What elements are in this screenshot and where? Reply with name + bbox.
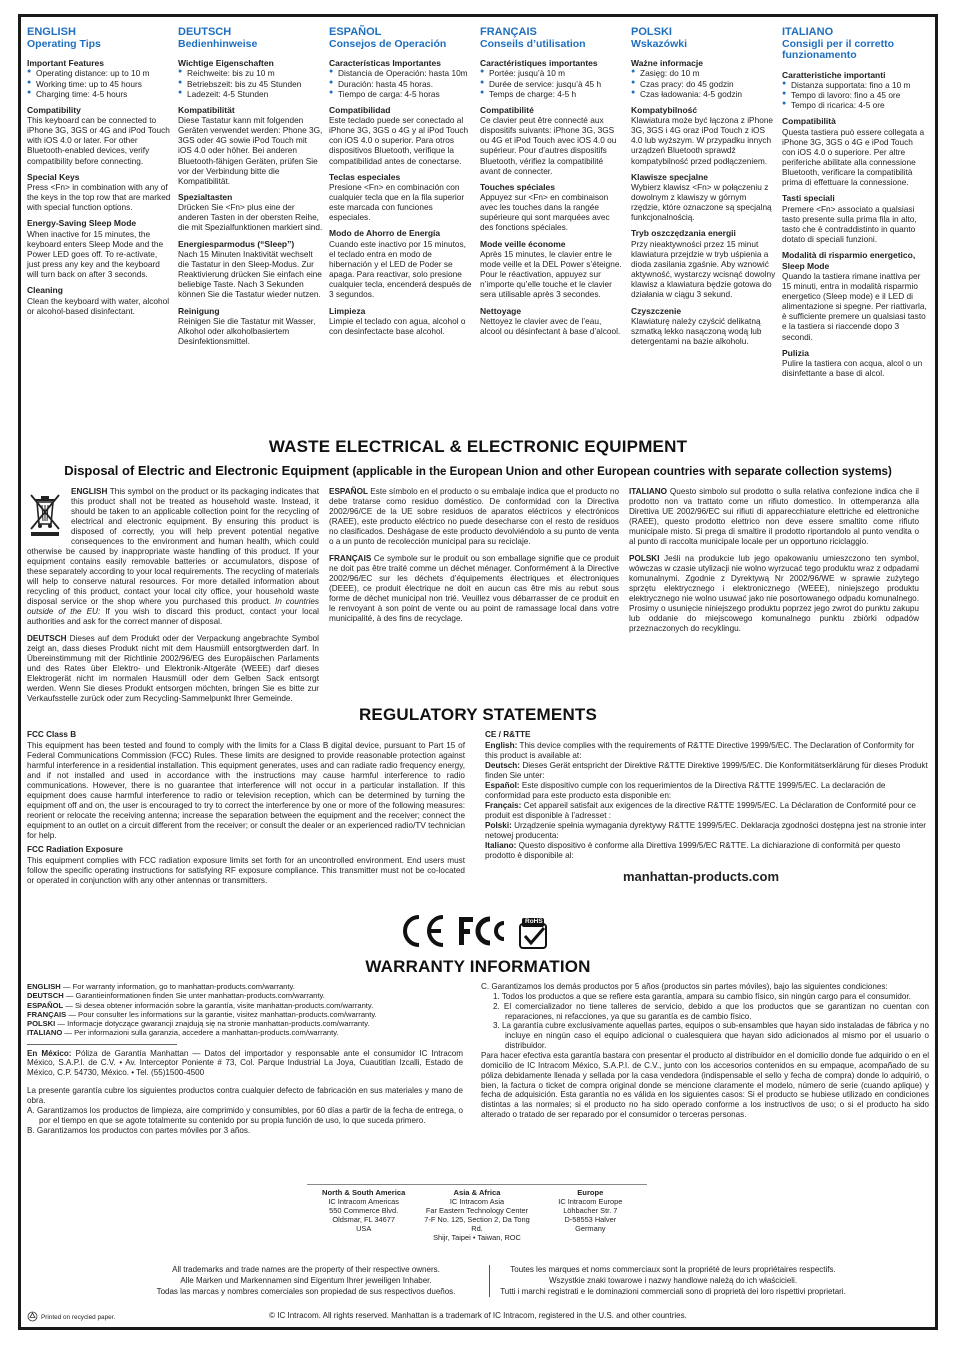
office-line: IC Intracom Asia (449, 1197, 505, 1207)
trademark-line: Tutti i marchi registrati e le dominazioni commerciali sono di proprietà dei loro rispettivi proprietari. (500, 1286, 846, 1296)
weee-deutsch-text: Dieses auf dem Produkt oder der Verpackung angebrachte Symbol zeigt an, dass dieses Produkt nicht mit dem Hausmüll entsorgtwerden darf. In Übereinstimmung mit der Richtlinie 2002/96/EG des Europäischen Parlaments und des Rates über Elektro- und Elektronik-Altgeräte (WEEE) darf dieses Elektrogerät nicht im normalen Hausmüll oder dem Gelben Sack entsorgt werden. Wenn Sie dieses Produkt entsorgen möchten, bringen Sie es bitte zur Verkaufsstelle zurück oder zum Recycling-Sammelpunkt Ihrer Gemeinde. (27, 634, 319, 703)
warranty-text: — For warranty information, go to manhattan-products.com/warranty. (60, 982, 295, 991)
warranty-line (27, 991, 463, 1000)
section-heading: Características Importantes (329, 58, 441, 69)
manual-page (18, 14, 938, 1330)
weee-section (27, 487, 929, 717)
warranty-lang: DEUTSCH (27, 991, 64, 1001)
list-item: ● Tiempo de carga: 4-5 horas (329, 89, 474, 99)
list-item: ● Czas pracy: do 45 godzin (631, 79, 776, 89)
ce-lang-label: Polski: (485, 821, 512, 830)
list-item: ● Reichweite: bis zu 10 m (178, 68, 323, 78)
weee-col-3 (627, 487, 927, 717)
office-region: North & South America (322, 1188, 406, 1197)
office-line: USA (356, 1224, 372, 1234)
office-line: 7-F No. 125, Section 2, Da Tong Rd. (424, 1215, 530, 1234)
feature-list (631, 68, 776, 98)
weee-col-2 (327, 487, 627, 717)
section-text: Questa tastiera può essere collegata a iPhone 3G, 3GS o 4G e iPod Touch con iOS 4.0 o superiore. Per altre periferiche abilitate alla connessione Bluetooth, verificare la compatibilità prima di effettuare la connessione. (782, 126, 925, 188)
fcc-radiation-heading: FCC Radiation Exposure (27, 845, 123, 854)
weee-subtitle-main: Disposal of Electric and Electronic Equipment (64, 463, 349, 478)
trademarks-right (498, 1265, 848, 1297)
section-text: Klawiatura może być łączona z iPhone 3G, 3GS i 4G oraz iPod Touch z iOS 4.0 lub wyższym. W przypadku innych urządzeń Bluetooth sprawdź kompatybilność przed podłączeniem. (631, 115, 774, 166)
list-item: ● Working time: up to 45 hours (27, 79, 172, 89)
weee-italiano (629, 487, 919, 547)
weee-francais-text: Ce symbole sur le produit ou son emballage signifie que ce produit ne doit pas être traité comme un déchet ménager. Conformément à la Directive 2002/96/EC sur les déchets d’équipements électriques et électroniques (DEEE), ce produit électrique ne doit en aucun cas être mis au rebut sous forme de déchet municipal non trié. Veuillez vous débarrasser de ce produit en le renvoyant à son point de vente ou au point de ramassage local dans votre municipalité, à des fins de recyclage. (329, 554, 620, 623)
section-text: Quando la tastiera rimane inattiva per 15 minuti, entra in modalità risparmio energetico (Sleep mode) e il LED di alimentazione si spegne. Per riattivarla, è sufficiente premere un qualsiasi tasto e la tastiera si riaccende dopo 3 secondi. (782, 270, 927, 342)
crossed-bin-icon (27, 491, 65, 537)
office-region: Asia & Africa (453, 1188, 501, 1197)
ce-text: Dieses Gerät entspricht der Direktive R&TTE Direktive 1999/5/EC. Die Konformitätserklärung für dieses Produkt finden Sie unter: (485, 761, 928, 780)
tips-column-italiano (782, 27, 933, 437)
ce-declaration-row (485, 841, 929, 861)
section-heading: Important Features (27, 58, 104, 69)
section-heading: Mode veille économe (480, 238, 566, 249)
section-text: Nach 15 Minuten Inaktivität wechselt die Tastatur in den Sleep-Modus. Zur Reaktivierung drücken Sie einfach eine beliebige Taste. Nach 3 Sekunden können Sie die Tastatur wieder nutzen. (178, 248, 322, 300)
warranty-item-b: B. Garantizamos los productos con partes móviles por 3 años. (27, 1125, 251, 1135)
warranty-section (27, 982, 929, 1192)
section-text: When inactive for 15 minutes, the keyboard enters Sleep Mode and the Power LED goes off. To re-activate, just press any key and the keyboard will turn back on after 3 seconds. (27, 228, 164, 280)
section-heading: Czyszczenie (631, 305, 682, 316)
warranty-line (27, 1010, 463, 1019)
section-text: Reinigen Sie die Tastatur mit Wasser, Alkohol oder alkoholbasiertem Desinfektionsmittel. (178, 315, 316, 347)
section-heading: Modalità di risparmio energetico, Sleep Mode (782, 250, 916, 271)
list-item: ● Durée de service: jusqu’à 45 h (480, 79, 625, 89)
warranty-closing: Para hacer efectiva esta garantía bastara con presentar el producto al distribuidor en el domicilio donde fue adquirido o en el domicilio de IC Intracom México, S.A.P.I. de C.V., junto con los accesorios contenidos en su empaque, acompañado de su póliza debidamente llenada y sellada por la casa vendedora (indispensable el sello y fecha de compra) donde lo adquirió, o bien, la factura o ticket de compra original donde se mencione claramente el modelo, número de serie (cuando aplique) y fecha de adquisición. Esta garantía no es válida en los siguientes casos: Si el producto se hubiese utilizado en condiciones distintas a las normales; si el producto no ha sido operado conforme a los instructivos de uso; o si el producto ha sido alterado o tratado de ser reparado por el consumidor o terceras personas. (481, 1051, 929, 1120)
section-heading: Compatibilidad (329, 104, 391, 115)
fcc-class-b-text: This equipment has been tested and found to comply with the limits for a Class B digital device, pursuant to Part 15 of Federal Communications Commission (FCC) Rules. These limits are designed to provide reasonable protection against harmful interference in a residential installation. This equipment generates, uses and can radiate radio frequency energy, and if not installed and used in accordance with the instructions may cause harmful interference to radio communications. However, there is no guarantee that interference will not occur in a particular installation. If this equipment does cause harmful interference to radio or television reception, which can be determined by turning the equipment off and on, the user is encouraged to try to correct the interference by one or more of the following measures: reorient or relocate the receiving antenna; increase the separation between the equipment and the receiver; connect the equipment to an outlet on a circuit different from the receiver; or consult the dealer or an experienced radio/TV technician for help. (27, 741, 465, 840)
section-text: Este teclado puede ser conectado al iPhone 3G, 3GS o 4G y al iPod Touch con iOS 4.0 o superior. Para otros dispositivos Bluetooth, verifique la compatibilidad antes de conectarse. (329, 115, 469, 166)
fcc-class-b-heading: FCC Class B (27, 730, 77, 739)
weee-subtitle-paren: (applicable in the European Union and other European countries with separate collection systems) (352, 466, 892, 478)
trademark-line: All trademarks and trade names are the property of their respective owners. (172, 1265, 440, 1274)
section-heading: Modo de Ahorro de Energía (329, 228, 441, 239)
ce-declaration-row (485, 821, 929, 841)
ce-text: Cet appareil satisfait aux exigences de la directive R&TTE 1999/5/EC. La Déclaration de Conformité pour ce produit est disponible à l’adresset : (485, 801, 916, 820)
regulatory-title: REGULATORY STATEMENTS (358, 705, 598, 724)
regulatory-section (27, 730, 929, 920)
warranty-lang: ITALIANO (27, 1028, 63, 1038)
weee-lang-label: FRANÇAIS (329, 554, 372, 563)
warranty-text: — Pour consulter les informations sur la garantie, visitez manhattan-products.com/warranty. (66, 1009, 377, 1019)
list-item: ● Charging time: 4-5 hours (27, 89, 172, 99)
office-line: Shijr, Taipei • Taiwan, ROC (433, 1233, 521, 1243)
language-subtitle: Bedienhinweise (178, 37, 258, 50)
recycled-text: Printed on recycled paper. (41, 1314, 116, 1321)
section-text: Clean the keyboard with water, alcohol or alcohol-based disinfectant. (27, 295, 170, 316)
weee-col-1 (27, 487, 327, 717)
section-heading: Spezialtasten (178, 191, 233, 202)
section-text: Drücken Sie <Fn> plus eine der anderen Tasten in der obersten Reihe, die mit Spezialfunktionen markiert sind. (178, 202, 323, 233)
list-item: ● Zasięg: do 10 m (631, 68, 776, 78)
ce-heading: CE / R&TTE (485, 730, 531, 739)
section-heading: Wichtige Eigenschaften (178, 58, 274, 69)
weee-polski (629, 554, 919, 634)
weee-english (27, 487, 319, 627)
ce-lang-label: Italiano: (485, 841, 517, 850)
operating-tips (27, 27, 933, 437)
section-text: Press <Fn> in combination with any of the keys in the top row that are marked with special function options. (27, 182, 171, 213)
office-line: 550 Commerce Blvd. (329, 1206, 399, 1216)
section-text: Cuando este inactivo por 15 minutos, el teclado entra en modo de hibernación y el LED de Poder se apaga. Para reactivar, solo presione cualquier tecla, encenderá después de 3 segundos. (329, 238, 472, 300)
section-heading: Special Keys (27, 171, 80, 182)
language-title: ITALIANO (782, 26, 834, 38)
tips-column-polski (631, 27, 782, 437)
weee-polski-text: Jeśli na produkcie lub jego opakowaniu umieszczono ten symbol, wówczas w czasie utylizacji nie wolno wyrzucać tego produktu wraz z odpadami komunalnymi. Zgodnie z Dyrektywą Nr 2002/96/WE w sprawie zużytego sprzętu elektrycznego i elektronicznego (WEEE), niniejszego produktu elektrycznego nie wolno usuwać jako nie posortowanego odpadu komunalnego. Prosimy o usunięcie niniejszego produktu poprzez jego zwrot do punktu zakupu lub oddanie do miejscowego komunalnego punktu zbiórki odpadów przeznaczonych do recyklingu. (629, 554, 919, 633)
divider (27, 1044, 177, 1045)
warranty-text: — Si desea obtener información sobre la garantía, visite manhattan-products.com/warranty. (63, 1000, 374, 1010)
section-heading: Nettoyage (480, 305, 522, 316)
section-text: Przy nieaktywności przez 15 minut klawiatura przejdzie w tryb uśpienia a dioda zasilania zgaśnie. Aby wznowić aktywność, wystarczy wcisnąć dowolny klawisz a klawiatura będzie gotowa do działania w ciągu 3 sekund. (631, 238, 776, 300)
section-heading: Kompatybilność (631, 104, 698, 115)
section-heading: Energiesparmodus (“Sleep”) (178, 238, 295, 249)
certification-logos (399, 915, 579, 951)
weee-espanol (329, 487, 619, 547)
warranty-lang: FRANÇAIS (27, 1009, 67, 1019)
section-heading: Teclas especiales (329, 171, 401, 182)
office-0 (307, 1188, 420, 1242)
ce-lang-label: Español: (485, 781, 520, 790)
weee-deutsch (27, 634, 319, 704)
mexico-text: Póliza de Garantía Manhattan — Datos del importador y responsable ante el consumidor IC Intracom México, S.A.P.I. de C.V. • Av. Interceptor Poniente # 73, Col. Parque Industrial La Joya, Cuautitlan Izcalli, Estado de México, C.P. 54730, México. • Tel. (55)1500-4500 (27, 1048, 464, 1078)
weee-english-tail: If you wish to discard this product, contact your local authorities and ask for the correct manner of disposal. (27, 607, 319, 626)
ce-declaration-row (485, 801, 929, 821)
section-heading: Energy-Saving Sleep Mode (27, 218, 137, 229)
feature-list (27, 68, 172, 98)
tips-column-deutsch (178, 27, 329, 437)
list-item: ● Czas ładowania: 4-5 godzin (631, 89, 776, 99)
section-heading: Caratteristiche importanti (782, 69, 886, 80)
language-title: ENGLISH (27, 26, 76, 38)
weee-english-italic: In countries outside of the EU: (27, 597, 319, 616)
section-text: Ce clavier peut être connecté aux dispositifs suivants: iPhone 3G, 3GS ou 4G et iPod Touch avec iOS 4.0 ou supérieur. Pour d’autres dispositifs Bluetooth, vérifiez la compatibilité avant de connecter. (480, 115, 617, 176)
trademarks-left (131, 1265, 481, 1297)
section-text: Limpie el teclado con agua, alcohol o con desinfectacte base alcohol. (329, 315, 466, 336)
section-heading: Tryb oszczędzania energii (631, 228, 736, 239)
feature-list (782, 80, 927, 110)
ce-text: This device complies with the requirements of R&TTE Directive 1999/5/EC. The Declaration of Conformity for this product is available at: (485, 741, 915, 760)
list-item: ● Distancia de Operación: hasta 10m (329, 68, 474, 78)
section-heading: Klawisze specjalne (631, 171, 709, 182)
trademark-line: Alle Marken und Markennamen sind Eigentum Ihrer jeweiligen Inhaber. (180, 1275, 432, 1285)
rohs-label: RoHS (525, 918, 543, 925)
list-item: ● Duración: hasta 45 horas. (329, 79, 474, 89)
section-heading: Compatibilité (480, 104, 534, 115)
ce-lang-label: Deutsch: (485, 761, 521, 770)
section-text: Presione <Fn> en combinación con cualquier tecla que en la fila superior este marcada con funciones especiales. (329, 182, 465, 223)
feature-list (178, 68, 323, 98)
language-title: POLSKI (631, 26, 672, 38)
warranty-line (27, 1001, 463, 1010)
fcc-logo-icon (457, 914, 507, 953)
language-title: FRANÇAIS (480, 26, 537, 38)
mexico-info (27, 1049, 463, 1079)
warranty-lang: ESPAÑOL (27, 1000, 64, 1010)
section-heading: Limpieza (329, 305, 366, 316)
weee-francais (329, 554, 619, 624)
tips-column-español (329, 27, 480, 437)
list-item: ● Ladezeit: 4-5 Stunden (178, 89, 323, 99)
list-item: ● Temps de charge: 4-5 h (480, 89, 625, 99)
list-item: ● Distanza supportata: fino a 10 m (782, 80, 927, 90)
section-heading: Cleaning (27, 285, 63, 296)
weee-lang-label: ESPAÑOL (329, 487, 368, 496)
tips-column-english (27, 27, 178, 437)
trademark-line: Wszystkie znaki towarowe i nazwy handlowe należą do ich właścicieli. (548, 1275, 798, 1285)
ce-text: Urządzenie spełnia wymagania dyrektywy R&TTE 1999/5/EC. Deklaracja zgodności dostępna jest na stronie inter netowej producenta: (485, 821, 926, 840)
office-line: Löhbacher Str. 7 (563, 1206, 618, 1216)
trademarks (131, 1265, 851, 1297)
office-line: D-58553 Halver (564, 1215, 617, 1225)
warranty-title: WARRANTY INFORMATION (365, 957, 591, 976)
section-heading: Reinigung (178, 305, 220, 316)
weee-espanol-text: Este símbolo en el producto o su embalaje indica que el producto no debe tratarse como residuo doméstico. De conformidad con la Directiva 2002/96/CE de la UE sobre residuos de aparatos eléctricos y electrónicos (RAEE), este producto eléctrico no puede desecharse con el resto de residuos no clasificados. Deshágase de este producto devolviéndolo a su punto de venta o a un punto de recolección municipal para su reciclaje. (329, 487, 619, 546)
feature-list (480, 68, 625, 98)
fcc-radiation-text: This equipment complies with FCC radiation exposure limits set forth for an uncontrolled environment. End users must follow the specific operating instructions for satisfying RF exposure compliance. This transmitter must not be co-located or operated in conjunction with any other antennas or transmitters. (27, 856, 465, 885)
warranty-line (27, 1028, 463, 1037)
section-text: Après 15 minutes, le clavier entre le mode veille et la DEL Power s’éteigne. Pour le réactivation, appuyez sur n’importe qu’elle touche et le clavier sera utilisable après 3 secondes. (480, 248, 622, 300)
tips-column-français (480, 27, 631, 437)
office-line: Oldsmar, FL 34677 (332, 1215, 395, 1225)
divider (489, 1265, 490, 1297)
ce-declaration-row (485, 761, 929, 781)
ce-declaration-row (485, 741, 929, 761)
section-text: Pulire la tastiera con acqua, alcol o un disinfettante a base di alcol. (782, 357, 923, 379)
office-line: IC Intracom Americas (328, 1197, 399, 1207)
language-subtitle: Wskazówki (631, 37, 688, 50)
warranty-text: — Garantieinformationen finden Sie unter manhattan-products.com/warranty. (63, 991, 325, 1001)
mexico-label: En México: (27, 1048, 72, 1058)
list-item: ● Betriebszeit: bis zu 45 Stunden (178, 79, 323, 89)
warranty-text: — Per informazioni sulla garanzia, accedere a manhattan-products.com/warranty. (62, 1028, 339, 1038)
copyright: © IC Intracom. All rights reserved. Manhattan is a trademark of IC Intracom, registered in the U.S. and other countries. (269, 1311, 687, 1320)
trademark-line: Todas las marcas y nombres comerciales son propiedad de sus respectivos dueños. (156, 1286, 456, 1296)
warranty-text: — Informacje dotyczące gwarancji znajdują się na stronie manhattan-products.com/warranty. (55, 1019, 370, 1028)
language-subtitle: Consigli per il corretto funzionamento (782, 37, 895, 62)
weee-italiano-text: Questo simbolo sul prodotto o sulla relativa confezione indica che il prodotto non va trattato come un rifiuto domestico. In ottemperanza alla Direttiva UE 2002/96/EC sui rifiuti di apparecchiature elettriche ed elettroniche (RAEE), questo prodotto elettrico non deve essere smaltito come rifiuto municipale misto. Si prega di smaltire il prodotto riportandolo al punto vendita o al punto di raccolta municipale locale per un opportuno riciclaggio. (629, 487, 919, 546)
ce-text: Questo dispositivo è conforme alla Direttiva 1999/5/EC R&TTE. La dichiarazione di conformità per questo prodotto è disponibile al: (485, 841, 901, 860)
section-heading: Ważne informacje (631, 58, 703, 69)
warranty-lang: POLSKI (27, 1019, 56, 1028)
rohs-check-icon (517, 916, 551, 950)
language-subtitle: Operating Tips (27, 37, 101, 50)
weee-lang-label: ENGLISH (71, 487, 108, 496)
section-heading: Caractéristiques importantes (480, 58, 598, 69)
fcc-block (27, 730, 477, 920)
list-item: ● Tempo di lavoro: fino a 45 ore (782, 90, 927, 100)
section-text: Appuyez sur <Fn> en combinaison avec les touches dans la rangée supérieure qui sont marquées avec des fonctions spéciales. (480, 192, 610, 233)
section-heading: Pulizia (782, 347, 809, 358)
warranty-line (27, 982, 463, 991)
office-2 (534, 1188, 647, 1242)
warranty-item-c1: 1. Todos los productos a que se refiere esta garantía, ampara su cambio físico, sin ningún cargo para el consumidor. (493, 991, 911, 1001)
ce-declaration-row (485, 781, 929, 801)
ce-rows (485, 741, 929, 861)
feature-list (329, 68, 474, 98)
list-item: ● Operating distance: up to 10 m (27, 68, 172, 78)
warranty-left (27, 982, 473, 1192)
list-item: ● Portée: jusqu’à 10 m (480, 68, 625, 78)
ce-text: Este dispositivo cumple con los requerimientos de la Directiva R&TTE 1999/5/EC. La declaración de conformidad para este producto esta disponible en: (485, 781, 886, 800)
weee-lang-label: POLSKI (629, 554, 660, 563)
warranty-lines (27, 982, 463, 1038)
section-heading: Touches spéciales (480, 181, 555, 192)
section-text: This keyboard can be connected to iPhone 3G, 3GS or 4G and iPod Touch with iOS 4.0 or later. For other Bluetooth-enabled devices, verify compatibility before connecting. (27, 115, 170, 166)
section-heading: Compatibilità (782, 116, 836, 127)
language-title: ESPAÑOL (329, 26, 382, 38)
weee-lang-label: ITALIANO (629, 487, 668, 496)
weee-lang-label: DEUTSCH (27, 634, 67, 643)
warranty-line (27, 1019, 463, 1028)
warranty-item-a: A. Garantizamos los productos de limpieza, aire comprimido y consumibles, por 60 días a partir de la fecha de entrega, o por el tiempo en que se agote totalmente su contenido por su propia función de uso, lo que suceda primero. (27, 1105, 463, 1125)
section-heading: Tasti speciali (782, 193, 835, 204)
coverage-intro: La presente garantía cubre los siguientes productos contra cualquier defecto de fabricación en sus materiales y mano de obra. (27, 1086, 463, 1105)
warranty-item-c2: 2. El comercializador no tiene talleres de servicio, debido a que los productos que se garantizan no cuentan con reparaciones, ni refacciones, ya que su garantía es de cambio físico. (493, 1001, 929, 1021)
warranty-right (473, 982, 929, 1192)
section-heading: Compatibility (27, 104, 81, 115)
ce-mark-icon (399, 914, 447, 953)
warranty-lang: ENGLISH (27, 982, 61, 991)
weee-subtitle (21, 463, 935, 478)
office-1 (420, 1188, 533, 1242)
language-subtitle: Conseils d’utilisation (480, 37, 586, 50)
warranty-item-c3: 3. La garantía cubre exclusivamente aquellas partes, equipos o sub-ensambles que hayan sido instaladas de fábrica y no incluye en ningún caso el equipo adicional o cualesquiera que hayan sido adicionados al mismo por el usuario o distribuidor. (493, 1021, 929, 1051)
section-heading: Kompatibilität (178, 104, 235, 115)
office-region: Europe (577, 1188, 604, 1197)
section-text: Nettoyez le clavier avec de l’eau, alcool ou désinfectant à base d’alcool. (480, 315, 621, 336)
office-addresses (307, 1184, 647, 1242)
language-subtitle: Consejos de Operación (329, 37, 447, 50)
ce-lang-label: Français: (485, 801, 522, 810)
trademark-line: Toutes les marques et noms commerciaux sont la propriété de leurs propriétaires respectifs. (510, 1265, 836, 1274)
weee-title: WASTE ELECTRICAL & ELECTRONIC EQUIPMENT (268, 437, 688, 456)
ce-lang-label: English: (485, 741, 518, 750)
office-line: Germany (575, 1224, 606, 1234)
section-text: Wybierz klawisz <Fn> w połączeniu z dowolnym z klawiszy w górnym rzędzie, które oznaczone są specjalną funkcjonalnością. (631, 182, 772, 223)
ce-block (477, 730, 929, 920)
section-text: Premere <Fn> associato a qualsiasi tasto presente sulla prima fila in alto, tasto che è contraddistinto in quanto dotato di speciali funzioni. (782, 203, 917, 245)
weee-english-text: This symbol on the product or its packaging indicates that this product shall not be treated as household waste. Instead, it should be taken to an applicable collection point for the recycling of electrical and electronic equipment. By ensuring this product is disposed of correctly, you will help prevent potential negative consequences to the environment and human health, which could otherwise be caused by inappropriate waste handling of this product. If your equipment contains easily removable batteries or accumulators, dispose of these separately according to your local requirements. The recycling of materials will help to conserve natural resources. For more detailed information about recycling of this product, contact your local city office, your household waste disposal service or the shop where you purchased this product. (27, 487, 320, 606)
office-line: IC Intracom Europe (558, 1197, 623, 1207)
office-line: Far Eastern Technology Center (425, 1206, 529, 1216)
section-text: Diese Tastatur kann mit folgenden Geräten verwendet werden: Phone 3G, 3GS oder 4G sowie iPod Touch mit iOS 4.0 oder höher. Bei anderen Bluetooth-fähigen Geräten, prüfen Sie vor der Verbindung bitte die Kompatibilität. (178, 115, 323, 186)
list-item: ● Tempo di ricarica: 4-5 ore (782, 100, 927, 110)
section-text: Klawiaturę należy czyścić delikatną szmatką lekko nasączoną wodą lub detergentami na bazie alkoholu. (631, 315, 762, 347)
website-link[interactable]: manhattan-products.com (623, 869, 780, 884)
language-title: DEUTSCH (178, 26, 232, 38)
warranty-item-c: C. Garantizamos los demás productos por 5 años (productos sin partes móviles), bajo las siguientes condiciones: (481, 982, 888, 991)
